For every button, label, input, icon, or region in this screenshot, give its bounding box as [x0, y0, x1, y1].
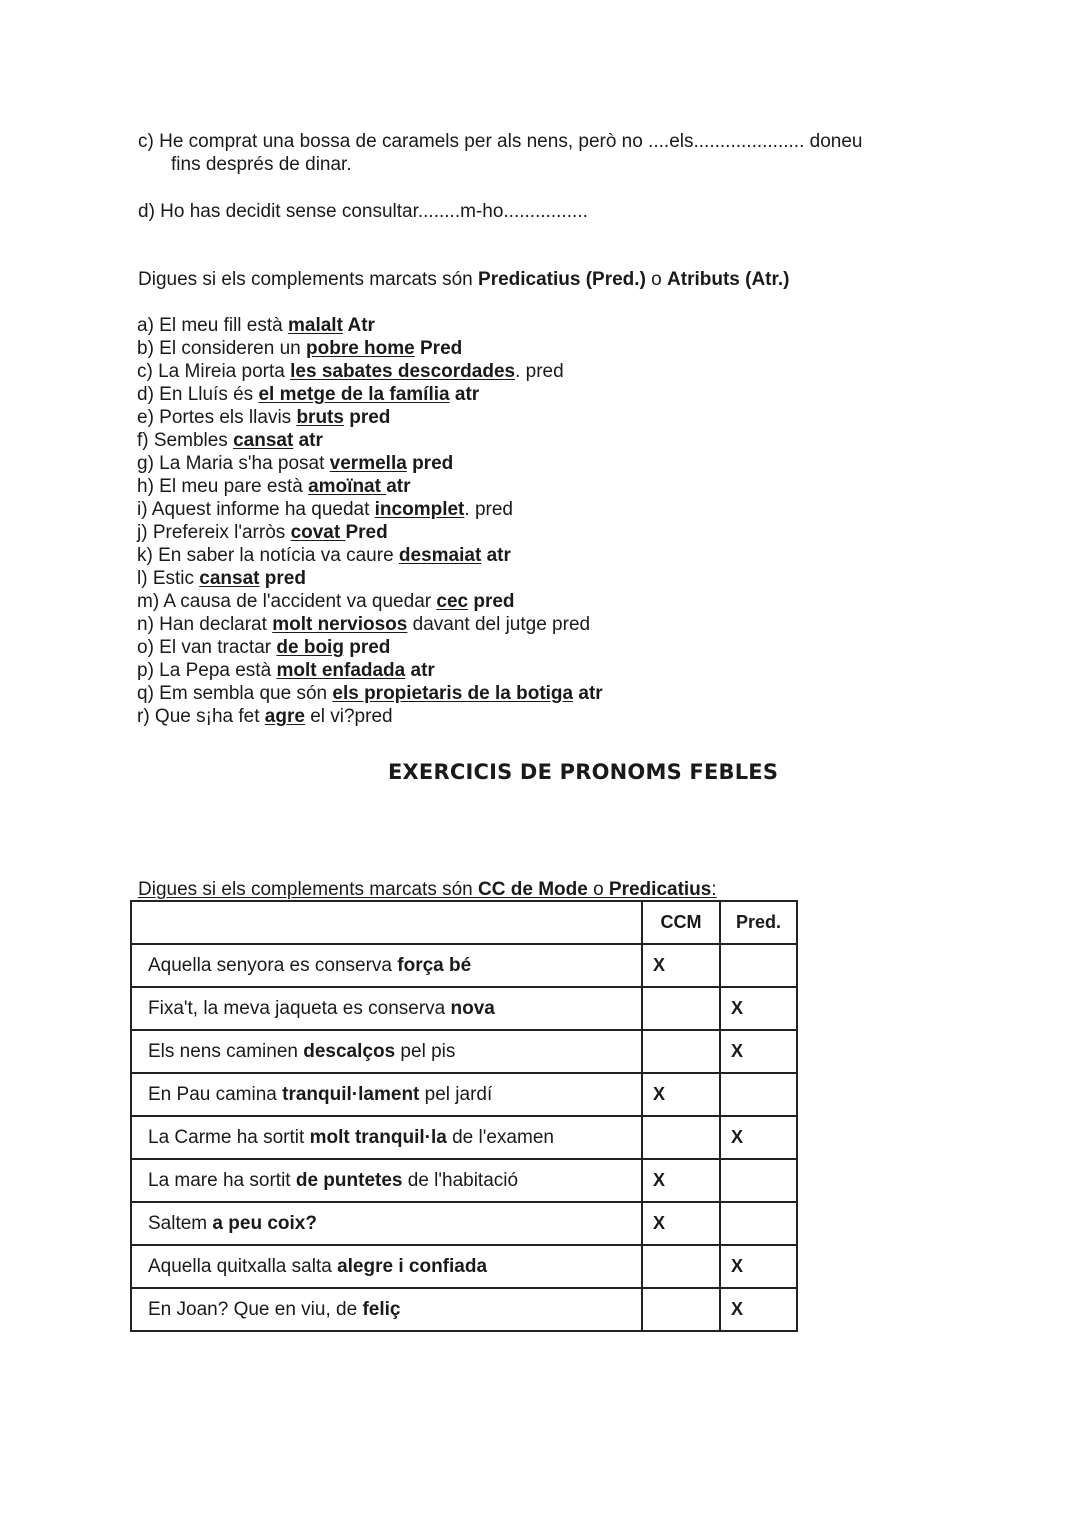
marked-complement: de puntetes [295, 1169, 403, 1191]
table-row [131, 1116, 797, 1159]
instruction-text: Digues si els complements marcats són [138, 269, 479, 290]
item-text: r) Que s¡ha fet [137, 706, 265, 727]
pred-mark: X [720, 1288, 797, 1331]
item-marked-complement: agre [264, 706, 305, 727]
table-row [131, 1073, 797, 1116]
instruction-text: Digues si els complements marcats són [138, 879, 479, 900]
instruction-bold: Predicatius [608, 879, 712, 900]
section2-instruction [138, 879, 717, 901]
ccm-mark [642, 1245, 720, 1288]
ccm-mark: X [642, 1159, 720, 1202]
ccm-mark: X [642, 944, 720, 987]
exercise-c-line2: fins després de dinar. [171, 154, 352, 175]
item-marked-complement: vermella [329, 453, 407, 474]
item-answer: pred [468, 591, 515, 612]
sentence-text: Aquella quitxalla salta [148, 1255, 338, 1277]
item-answer: pred [343, 407, 391, 428]
item-marked-complement: molt nerviosos [272, 614, 408, 635]
page-title: EXERCICIS DE PRONOMS FEBLES [388, 760, 779, 784]
item-answer: Pred [345, 522, 388, 543]
item-text: k) En saber la notícia va caure [137, 545, 399, 566]
item-marked-complement: amoïnat [308, 476, 387, 497]
item-text: m) A causa de l'accident va quedar [137, 591, 437, 612]
sentence-text: Els nens caminen [148, 1040, 304, 1062]
list-item [137, 636, 603, 659]
item-marked-complement: incomplet [374, 499, 465, 520]
item-text: e) Portes els llavis [137, 407, 297, 428]
item-marked-complement: cansat [233, 430, 294, 451]
sentence-cell [131, 987, 642, 1030]
header-empty-cell [131, 901, 642, 944]
list-item [137, 544, 603, 567]
list-item [137, 383, 603, 406]
sentence-cell [131, 944, 642, 987]
sentence-text: En Joan? Que en viu, de [148, 1298, 363, 1320]
item-marked-complement: les sabates descordades [290, 361, 516, 382]
item-answer: el vi?pred [304, 706, 393, 727]
list-item [137, 521, 603, 544]
sentence-text: La mare ha sortit [148, 1169, 296, 1191]
marked-complement: tranquil·lament [282, 1083, 420, 1105]
item-text: l) Estic [137, 568, 200, 589]
list-item [137, 337, 603, 360]
sentence-text: de l'habitació [402, 1169, 519, 1191]
sentence-cell [131, 1030, 642, 1073]
sentence-text: pel pis [395, 1040, 456, 1062]
instruction-bold: Atributs (Atr.) [667, 269, 790, 290]
table-row [131, 944, 797, 987]
item-text: n) Han declarat [137, 614, 273, 635]
marked-complement: feliç [362, 1298, 401, 1320]
list-item [137, 314, 603, 337]
item-answer: atr [386, 476, 411, 497]
item-marked-complement: el metge de la família [258, 384, 450, 405]
table-row [131, 1245, 797, 1288]
item-marked-complement: pobre home [306, 338, 415, 359]
list-item [137, 475, 603, 498]
instruction-bold: CC de Mode [478, 879, 588, 900]
sentence-cell [131, 1073, 642, 1116]
list-item [137, 682, 603, 705]
item-text: b) El consideren un [137, 338, 306, 359]
mode-predicative-table [130, 900, 798, 1332]
item-text: a) El meu fill està [137, 315, 288, 336]
list-item [137, 659, 603, 682]
list-item [137, 360, 603, 383]
list-item [137, 705, 603, 728]
table-row [131, 1030, 797, 1073]
pred-mark [720, 1159, 797, 1202]
sentence-text: Fixa't, la meva jaqueta es conserva [148, 997, 451, 1019]
header-pred: Pred. [720, 901, 797, 944]
sentence-text: La Carme ha sortit [148, 1126, 310, 1148]
pred-mark [720, 1073, 797, 1116]
table-header-row [131, 901, 797, 944]
item-text: j) Prefereix l'arròs [137, 522, 291, 543]
item-marked-complement: cec [436, 591, 469, 612]
marked-complement: nova [450, 997, 495, 1019]
item-marked-complement: desmaiat [398, 545, 482, 566]
section1-instruction [138, 269, 789, 291]
sentence-cell [131, 1116, 642, 1159]
list-item [137, 590, 603, 613]
marked-complement: alegre i confiada [337, 1255, 488, 1277]
pred-mark: X [720, 1030, 797, 1073]
item-answer: pred [259, 568, 306, 589]
exercise-c-line1: c) He comprat una bossa de caramels per als nens, però no ....els..................... doneu [138, 131, 863, 152]
marked-complement: a peu coix? [212, 1212, 317, 1234]
item-text: o) El van tractar [137, 637, 277, 658]
sentence-cell [131, 1159, 642, 1202]
list-item [137, 567, 603, 590]
item-text: i) Aquest informe ha quedat [137, 499, 375, 520]
item-answer: pred [406, 453, 454, 474]
item-text: f) Sembles [137, 430, 234, 451]
instruction-text: o [645, 269, 668, 290]
sentence-cell [131, 1245, 642, 1288]
ccm-mark [642, 1288, 720, 1331]
item-answer: atr [481, 545, 511, 566]
item-text: h) El meu pare està [137, 476, 309, 497]
header-ccm: CCM [642, 901, 720, 944]
item-answer: Atr [342, 315, 375, 336]
ccm-mark [642, 1030, 720, 1073]
list-item [137, 429, 603, 452]
item-marked-complement: cansat [199, 568, 260, 589]
item-text: p) La Pepa està [137, 660, 277, 681]
item-answer: davant del jutge pred [407, 614, 591, 635]
marked-complement: descalços [303, 1040, 396, 1062]
item-marked-complement: molt enfadada [276, 660, 406, 681]
item-answer: pred [343, 637, 391, 658]
item-marked-complement: covat [290, 522, 346, 543]
predicative-attribute-list [137, 314, 603, 728]
marked-complement: força bé [397, 954, 472, 976]
item-answer: atr [573, 683, 603, 704]
table-row [131, 987, 797, 1030]
item-answer: atr [405, 660, 435, 681]
exercise-d-line: d) Ho has decidit sense consultar........m-ho................ [138, 201, 588, 222]
item-marked-complement: de boig [276, 637, 344, 658]
item-answer: . pred [464, 499, 513, 520]
list-item [137, 452, 603, 475]
item-text: q) Em sembla que són [137, 683, 333, 704]
ccm-mark: X [642, 1073, 720, 1116]
pred-mark [720, 1202, 797, 1245]
item-marked-complement: malalt [288, 315, 343, 336]
instruction-text: o [587, 879, 609, 900]
item-text: g) La Maria s'ha posat [137, 453, 330, 474]
sentence-text: En Pau camina [148, 1083, 283, 1105]
item-answer: . pred [515, 361, 564, 382]
ccm-mark [642, 987, 720, 1030]
item-marked-complement: els propietaris de la botiga [332, 683, 574, 704]
item-answer: atr [293, 430, 323, 451]
list-item [137, 613, 603, 636]
pred-mark: X [720, 1116, 797, 1159]
sentence-cell [131, 1288, 642, 1331]
sentence-text: de l'examen [446, 1126, 554, 1148]
item-answer: atr [449, 384, 480, 405]
item-text: d) En Lluís és [137, 384, 259, 405]
list-item [137, 406, 603, 429]
pred-mark: X [720, 1245, 797, 1288]
sentence-text: Aquella senyora es conserva [148, 954, 398, 976]
item-marked-complement: bruts [296, 407, 344, 428]
instruction-text: : [711, 879, 717, 900]
sentence-cell [131, 1202, 642, 1245]
sentence-text: pel jardí [419, 1083, 493, 1105]
marked-complement: molt tranquil·la [309, 1126, 447, 1148]
instruction-bold: Predicatius (Pred.) [478, 269, 646, 290]
sentence-text: Saltem [148, 1212, 213, 1234]
list-item [137, 498, 603, 521]
item-answer: Pred [414, 338, 463, 359]
ccm-mark [642, 1116, 720, 1159]
table-row [131, 1288, 797, 1331]
table-row [131, 1202, 797, 1245]
item-text: c) La Mireia porta [137, 361, 291, 382]
table-row [131, 1159, 797, 1202]
pred-mark: X [720, 987, 797, 1030]
pred-mark [720, 944, 797, 987]
ccm-mark: X [642, 1202, 720, 1245]
